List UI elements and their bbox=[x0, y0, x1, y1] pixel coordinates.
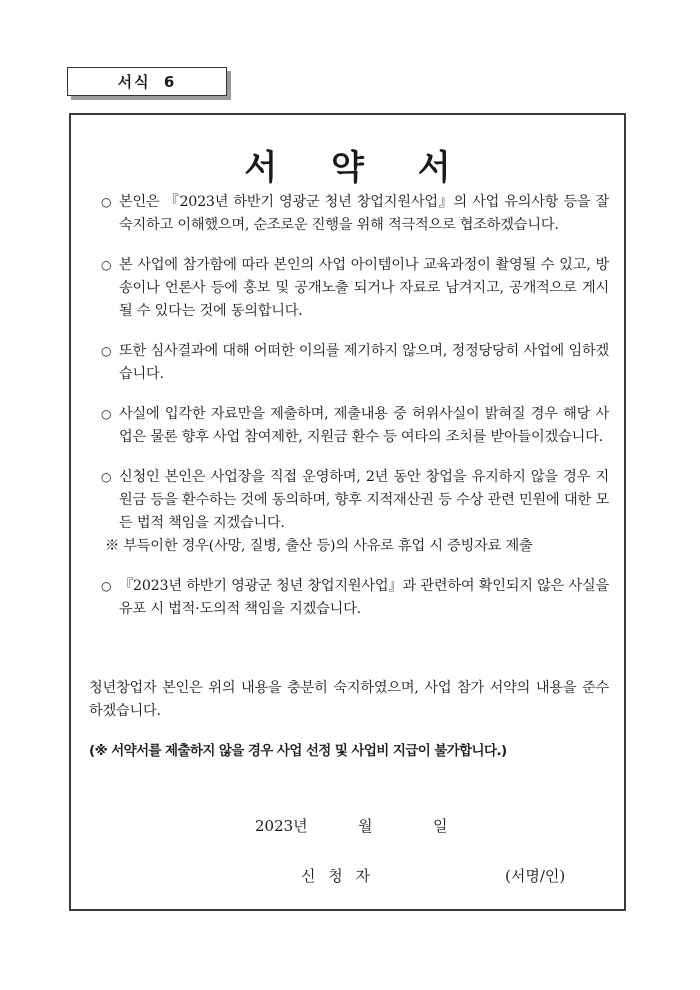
pledge-clause bbox=[99, 254, 609, 323]
pledge-clause bbox=[99, 575, 609, 621]
pledge-clause bbox=[99, 191, 609, 237]
signature-seal-field: (서명/인) bbox=[505, 867, 566, 885]
bullet-circle-icon: ○ bbox=[101, 407, 112, 421]
date-day: 일 bbox=[433, 817, 448, 835]
bullet-circle-icon: ○ bbox=[101, 579, 112, 593]
applicant-label: 신 청 자 bbox=[301, 867, 371, 885]
date-line bbox=[71, 815, 624, 839]
form-number-label: 서식 6 bbox=[67, 67, 227, 96]
date-year: 2023년 bbox=[255, 817, 308, 835]
bullet-circle-icon: ○ bbox=[101, 195, 112, 209]
pledge-clause bbox=[99, 403, 609, 449]
pledge-clause bbox=[99, 340, 609, 386]
clause-text: 본인은 『2023년 하반기 영광군 청년 창업지원사업』의 사업 유의사항 등을 잘 숙지하고 이해했으며, 순조로운 진행을 위해 적극적으로 협조하겠습니다. bbox=[119, 194, 609, 233]
bullet-circle-icon: ○ bbox=[101, 470, 112, 484]
date-month: 월 bbox=[358, 817, 373, 835]
submission-warning: (※ 서약서를 제출하지 않을 경우 사업 선정 및 사업비 지급이 불가합니다.) bbox=[89, 743, 507, 759]
closing-statement: 청년창업자 본인은 위의 내용을 충분히 숙지하였으며, 사업 참가 서약의 내용을 준수하겠습니다. bbox=[89, 680, 609, 719]
clause-text: 신청인 본인은 사업장을 직접 운영하며, 2년 동안 창업을 유지하지 않을 경우 지원금 등을 환수하는 것에 동의하며, 향후 지적재산권 등 수상 관련 민원에 대한 모든 법적 책임을 지겠습니다. bbox=[119, 469, 609, 531]
clause-text: 『2023년 하반기 영광군 청년 창업지원사업』과 관련하여 확인되지 않은 사실을 유포 시 법적·도의적 책임을 지겠습니다. bbox=[119, 578, 609, 617]
bullet-circle-icon: ○ bbox=[101, 258, 112, 272]
document-title: 서 약 서 bbox=[244, 148, 451, 188]
bullet-circle-icon: ○ bbox=[101, 344, 112, 358]
pledge-clause bbox=[99, 466, 609, 558]
clause-text: 본 사업에 참가함에 따라 본인의 사업 아이템이나 교육과정이 촬영될 수 있고, 방송이나 언론사 등에 홍보 및 공개노출 되거나 자료로 남겨지고, 공개적으로 게시될 수 있다는 것에 동의합니다. bbox=[119, 257, 609, 319]
pledge-document bbox=[69, 113, 626, 911]
pledge-clauses bbox=[99, 191, 609, 638]
signature-line bbox=[71, 865, 624, 889]
clause-text: 또한 심사결과에 대해 어떠한 이의를 제기하지 않으며, 정정당당히 사업에 임하겠습니다. bbox=[119, 343, 609, 382]
clause-text: 사실에 입각한 자료만을 제출하며, 제출내용 중 허위사실이 밝혀질 경우 해당 사업은 물론 향후 사업 참여제한, 지원금 환수 등 여타의 조치를 받아들이겠습니다. bbox=[119, 406, 609, 445]
clause-note: ※ 부득이한 경우(사망, 질병, 출산 등)의 사유로 휴업 시 증빙자료 제출 bbox=[105, 538, 533, 554]
